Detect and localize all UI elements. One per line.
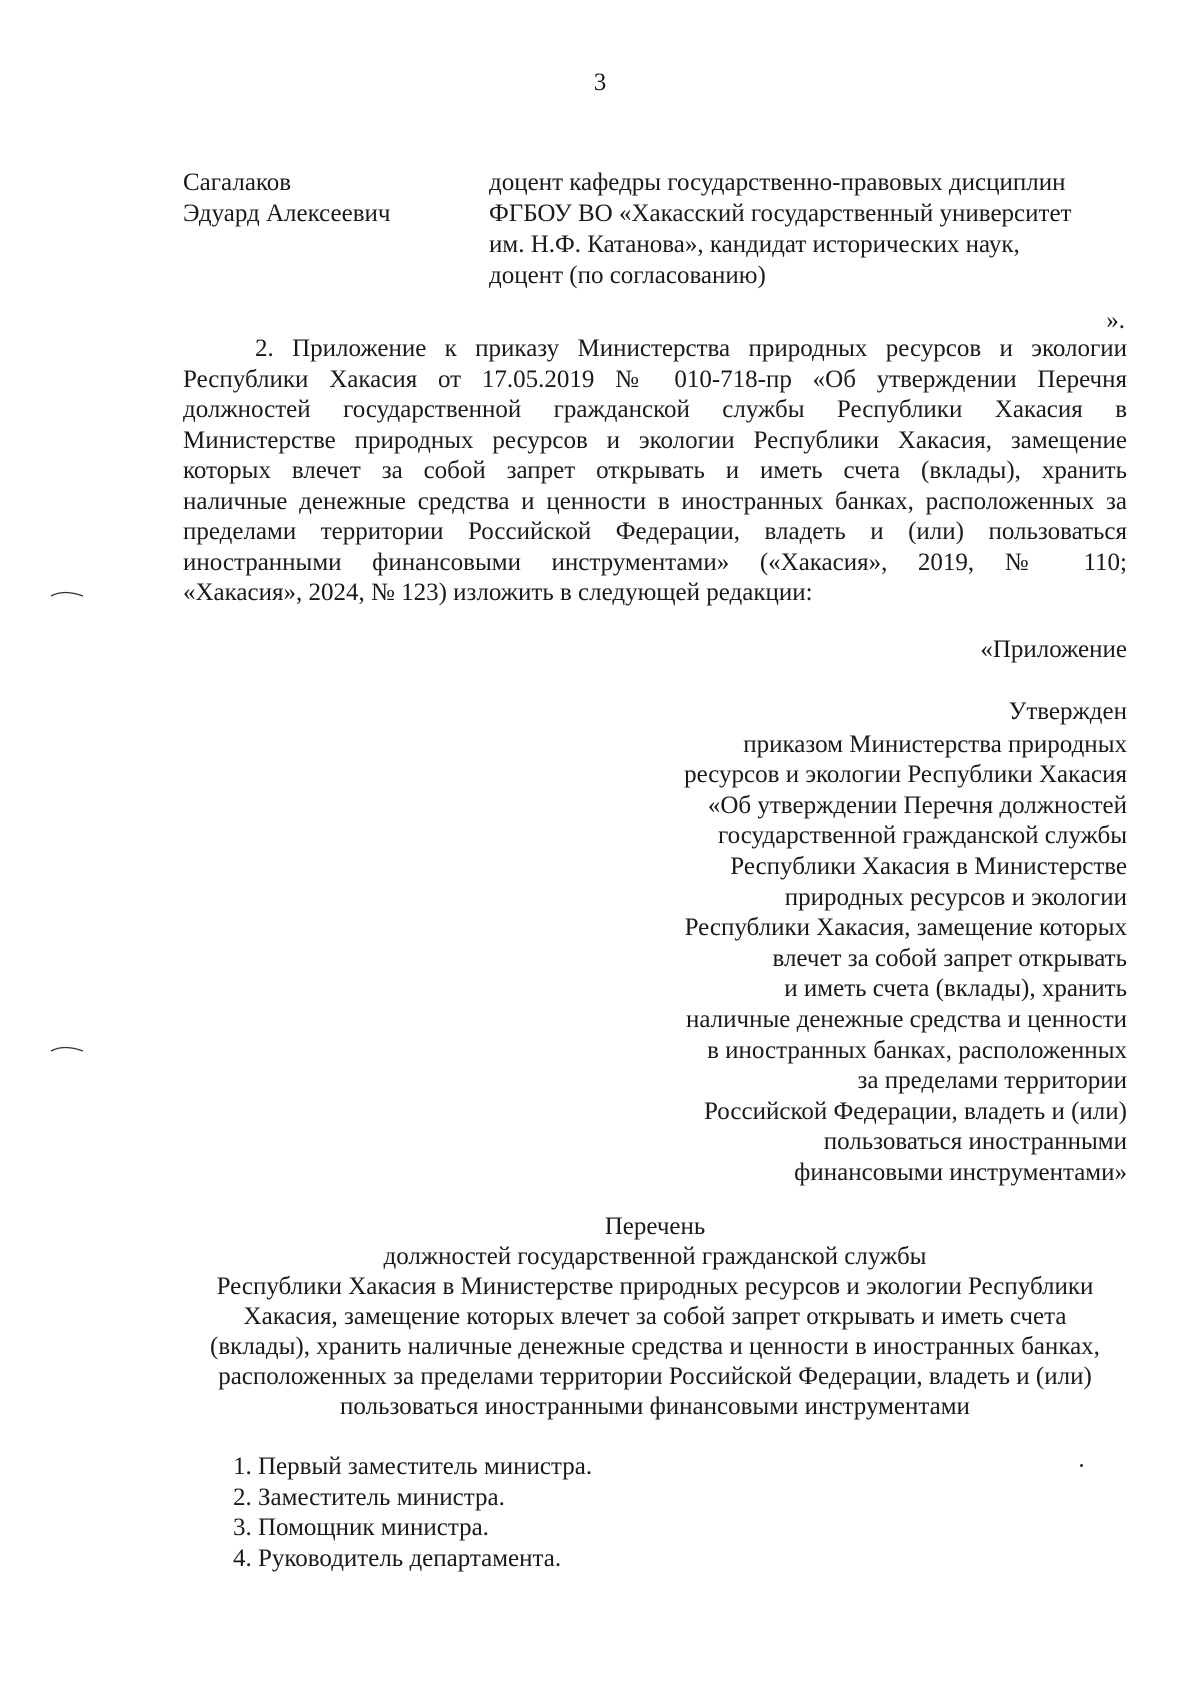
paragraph-line: Министерстве природных ресурсов и экологии Республики Хакасия, замещение — [183, 426, 1127, 454]
scan-speck — [1080, 1464, 1083, 1467]
approval-line: приказом Министерства природных — [743, 730, 1127, 758]
approval-line: Российской Федерации, владеть и (или) — [704, 1097, 1127, 1125]
closing-quote: ». — [1106, 307, 1125, 334]
paragraph-line: 2. Приложение к приказу Министерства природных ресурсов и экологии — [255, 335, 1127, 362]
binding-hole-mark — [50, 590, 84, 598]
member-name — [183, 167, 483, 229]
amendment-paragraph — [183, 334, 1127, 609]
list-item: 4. Руководитель департамента. — [233, 1544, 562, 1572]
member-position-line: им. Н.Ф. Катанова», кандидат исторических наук, — [489, 231, 1020, 258]
approval-line: государственной гражданской службы — [717, 822, 1127, 850]
approval-line: и иметь счета (вклады), хранить — [784, 975, 1127, 1003]
paragraph-line: пределами территории Российской Федерации, владеть и (или) пользоваться — [183, 518, 1127, 545]
approval-line: Республики Хакасия, замещение которых — [684, 914, 1127, 942]
positions-list — [233, 1452, 1033, 1574]
paragraph-line: должностей государственной гражданской службы Республики Хакасия в — [183, 396, 1127, 423]
member-position-line: ФГБОУ ВО «Хакасский государственный университет — [489, 200, 1072, 227]
member-position-line: доцент кафедры государственно-правовых дисциплин — [489, 169, 1066, 196]
list-item: 2. Заместитель министра. — [233, 1483, 505, 1511]
approval-line: ресурсов и экологии Республики Хакасия — [684, 761, 1127, 789]
list-title-heading: Перечень — [604, 1213, 706, 1240]
list-title-line: пользоваться иностранными финансовыми инструментами — [340, 1393, 970, 1420]
list-title-line: (вклады), хранить наличные денежные средства и ценности в иностранных банках, — [210, 1333, 1100, 1360]
member-given-names: Эдуард Алексеевич — [183, 200, 391, 227]
member-position — [489, 167, 1109, 291]
paragraph-line: наличные денежные средства и ценности в иностранных банках, расположенных за — [183, 487, 1127, 515]
approval-line: влечет за собой запрет открывать — [772, 944, 1127, 972]
list-item: 3. Помощник министра. — [233, 1514, 489, 1541]
approval-line: пользоваться иностранными — [823, 1128, 1127, 1156]
list-title-line: Хакасия, замещение которых влечет за собой запрет открывать и иметь счета — [243, 1303, 1067, 1330]
paragraph-line: иностранными финансовыми инструментами» («Хакасия», 2019, № 110; — [183, 548, 1127, 576]
list-title-line: Республики Хакасия в Министерстве природных ресурсов и экологии Республики — [216, 1273, 1094, 1300]
page-number: 3 — [593, 69, 607, 96]
list-title-line: должностей государственной гражданской службы — [383, 1243, 927, 1270]
member-surname: Сагалаков — [183, 169, 292, 196]
paragraph-line: которых влечет за собой запрет открывать и иметь счета (вклады), хранить — [183, 457, 1127, 484]
approval-line: природных ресурсов и экологии — [784, 883, 1127, 911]
binding-hole-mark — [50, 1045, 84, 1053]
paragraph-line: Республики Хакасия от 17.05.2019 № 010-718-пр «Об утверждении Перечня — [183, 365, 1127, 393]
list-title — [150, 1212, 1160, 1422]
member-position-line: доцент (по согласованию) — [489, 262, 766, 289]
approval-line: наличные денежные средства и ценности — [685, 1005, 1127, 1033]
approval-line: за пределами территории — [857, 1067, 1127, 1095]
paragraph-line: «Хакасия», 2024, № 123) изложить в следующей редакции: — [183, 579, 813, 606]
approval-line: «Об утверждении Перечня должностей — [707, 791, 1127, 819]
approval-line: финансовыми инструментами» — [794, 1158, 1127, 1186]
list-title-line: расположенных за пределами территории Российской Федерации, владеть и (или) — [218, 1363, 1092, 1390]
approval-line: Республики Хакасия в Министерстве — [730, 852, 1127, 880]
approval-line: в иностранных банках, расположенных — [707, 1036, 1127, 1064]
appendix-label: «Приложение — [980, 636, 1127, 663]
approval-line: Утвержден — [1008, 698, 1127, 725]
approval-stamp-text — [567, 697, 1127, 1189]
list-item: 1. Первый заместитель министра. — [233, 1453, 593, 1480]
member-entry — [183, 167, 1183, 297]
